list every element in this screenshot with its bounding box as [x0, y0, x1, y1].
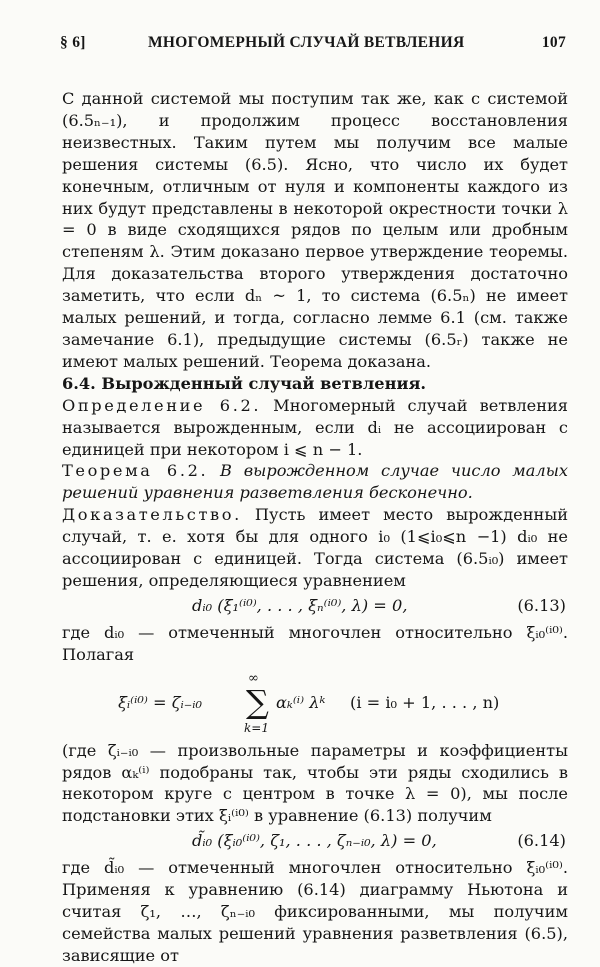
series-left: ξᵢ⁽ⁱ⁰⁾ = ζᵢ₋ᵢ₀	[118, 692, 203, 712]
formula-6-14-number: (6.14)	[517, 831, 566, 851]
series-right: αₖ⁽ⁱ⁾ λᵏ	[276, 692, 326, 712]
definition-paragraph	[62, 395, 568, 461]
formula-6-14	[62, 827, 568, 857]
definition-text: Многомерный случай ветвления называется вырожденным, если dᵢ не ассоциирован с единицей при некотором i ⩽ n − 1.	[62, 395, 568, 459]
formula-6-14-body: d̃ᵢ₀ (ξᵢ₀⁽ⁱ⁰⁾, ζ₁, . . . , ζₙ₋ᵢ₀, λ) = 0,	[192, 831, 437, 851]
definition-label: Определение 6.2.	[62, 395, 262, 415]
paragraph-intro: С данной системой мы поступим так же, как с системой (6.5ₙ₋₁), и продолжим процесс восстановления неизвестных. Таким путем мы получим все малые решения системы (6.5). Ясно, что число их будет конечным, отличным от нуля и компоненты каждого из них будут представлены в некоторой окрестности точки λ = 0 в виде сходящихся рядов по целым или дробным степеням λ. Этим доказано первое утверждение теоремы. Для доказательства второго утверждения достаточно заметить, что если dₙ ~ 1, то система (6.5ₙ) не имеет малых решений, и тогда, согласно лемме 6.1 (см. также замечание 6.1), предыдущие системы (6.5ᵣ) также не имеют малых решений. Теорема доказана.	[62, 89, 568, 371]
series-sigma: ∑	[246, 682, 269, 721]
formula-6-13-body: dᵢ₀ (ξ₁⁽ⁱ⁰⁾, . . . , ξₙ⁽ⁱ⁰⁾, λ) = 0,	[192, 595, 408, 615]
paragraph-after-series: (где ζᵢ₋ᵢ₀ — произвольные параметры и коэффициенты рядов αₖ⁽ⁱ⁾ подобраны так, чтобы эти ряды сходились в некотором круге с центром в точке λ = 0), мы после подстановки этих ξᵢ⁽ⁱ⁰⁾ в уравнение (6.13) получим	[62, 740, 568, 826]
proof-text: Пусть имеет место вырожденный случай, т. е. хотя бы для одного i₀ (1⩽i₀⩽n −1) dᵢ₀ не ассоциирован с единицей. Тогда система (6.5ᵢ₀) имеет решения, определяющиеся уравнением	[62, 505, 568, 590]
formula-6-13	[62, 592, 568, 622]
series-upper-limit: ∞	[248, 670, 259, 686]
formula-series	[62, 670, 568, 738]
paragraph-after-6-13: где dᵢ₀ — отмеченный многочлен относительно ξᵢ₀⁽ⁱ⁰⁾. Полагая	[62, 622, 568, 664]
proof-paragraph	[62, 504, 568, 592]
section-heading: 6.4. Вырожденный случай ветвления.	[62, 373, 427, 393]
running-header	[60, 34, 566, 60]
theorem-label: Теорема 6.2.	[62, 461, 209, 481]
page-body	[62, 88, 568, 967]
formula-6-13-number: (6.13)	[517, 595, 566, 615]
series-condition: (i = i₀ + 1, . . . , n)	[350, 692, 500, 712]
paragraph-final: где d̃ᵢ₀ — отмеченный многочлен относительно ξᵢ₀⁽ⁱ⁰⁾. Применяя к уравнению (6.14) диаграмму Ньютона и считая ζ₁, …, ζₙ₋ᵢ₀ фиксированными, мы получим семейства малых решений уравнения разветвления (6.5), зависящие от	[62, 858, 568, 965]
proof-label: Доказательство.	[62, 505, 242, 525]
page-number: 107	[541, 34, 566, 51]
header-title: МНОГОМЕРНЫЙ СЛУЧАЙ ВЕТВЛЕНИЯ	[148, 34, 465, 51]
theorem-text: В вырожденном случае число малых решений уравнения разветвления бесконечно.	[62, 461, 569, 503]
series-lower-limit: k=1	[244, 720, 269, 735]
header-section: § 6]	[60, 34, 86, 51]
theorem-paragraph	[62, 460, 568, 504]
